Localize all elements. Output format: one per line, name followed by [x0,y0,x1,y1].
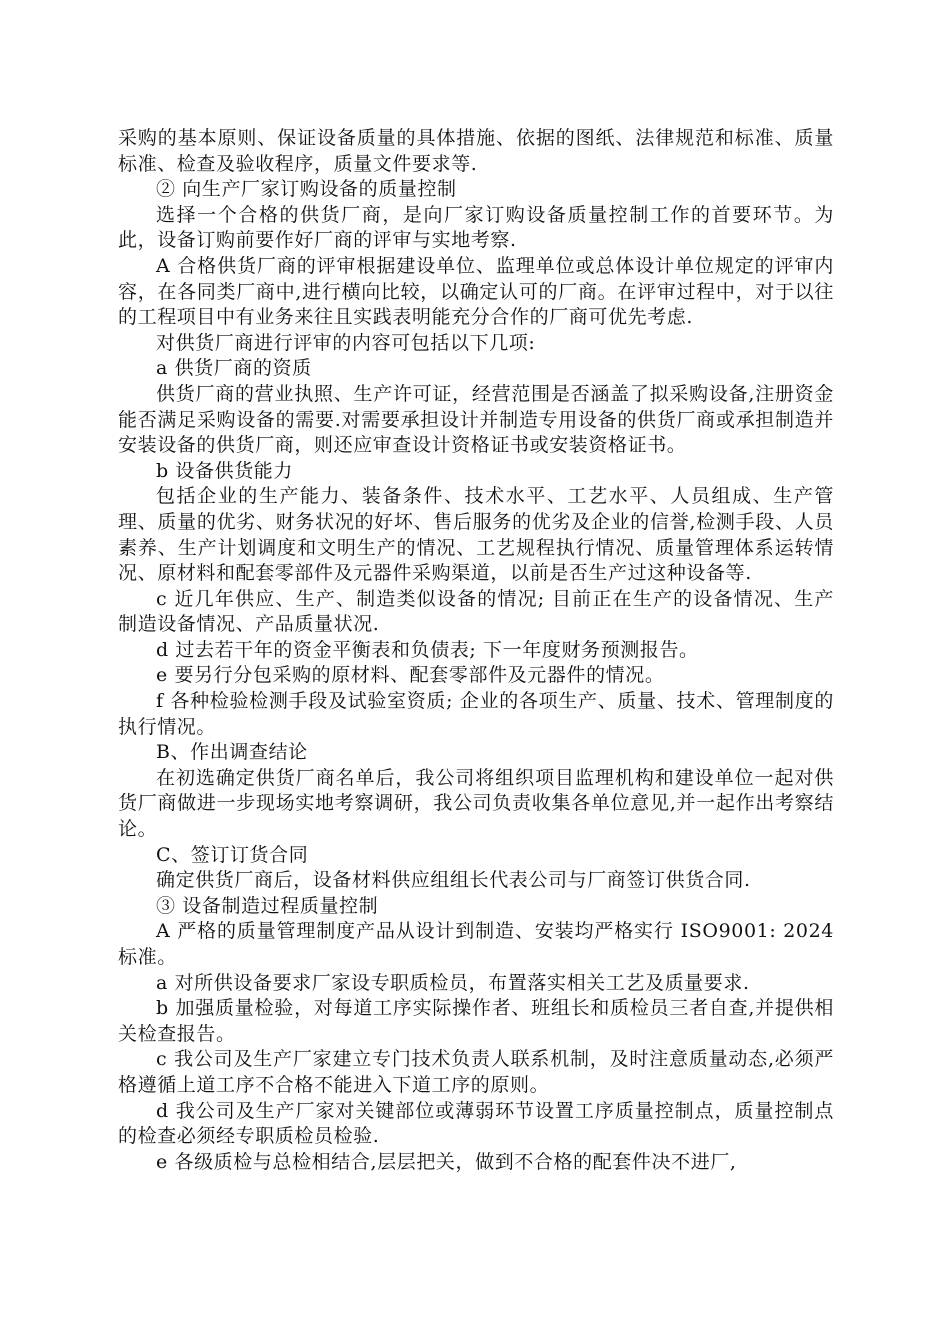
section-heading-2: ② 向生产厂家订购设备的质量控制 [156,178,457,201]
paragraph-5: 对供货厂商进行评审的内容可包括以下几项: [156,331,536,354]
item-heading-b: b 设备供货能力 [156,459,294,482]
paragraph-17: 确定供货厂商后，设备材料供应组组长代表公司与厂商签订供货合同. [156,869,751,892]
paragraph-1: 采购的基本原则、保证设备质量的具体措施、依据的图纸、法律规范和标准、质量标准、检查及验收程序，质量文件要求等. [118,127,834,175]
item-heading-a: a 供货厂商的资质 [156,357,312,380]
item-f: f 各种检验检测手段及试验室资质; 企业的各项生产、质量、技术、管理制度的执行情况。 [118,690,834,738]
paragraph-9: 包括企业的生产能力、装备条件、技术水平、工艺水平、人员组成、生产管理、质量的优劣、财务状况的好坏、售后服务的优劣及企业的信誉,检测手段、人员素养、生产计划调度和文明生产的情况、工艺规程执行情况、质量管理体系运转情况、原材料和配套零部件及元器件采购渠道，以前是否生产过这种设备等. [118,485,834,585]
sub-item-b: b 加强质量检验，对每道工序实际操作者、班组长和质检员三者自查,并提供相关检查报告。 [118,997,834,1045]
section-heading-3: ③ 设备制造过程质量控制 [156,894,379,917]
document-body [118,126,834,1175]
section-heading-c: C、签订订货合同 [156,843,309,866]
sub-item-a: a 对所供设备要求厂家设专职质检员，布置落实相关工艺及质量要求. [156,971,750,994]
paragraph-7: 供货厂商的营业执照、生产许可证，经营范围是否涵盖了拟采购设备,注册资金能否满足采购设备的需要.对需要承担设计并制造专用设备的供货厂商或承担制造并安装设备的供货厂商，则还应审查设计资格证书或安装资格证书。 [118,382,834,457]
paragraph-19: A 严格的质量管理制度产品从设计到制造、安装均严格实行 ISO9001: 2024 标准。 [118,920,834,968]
sub-item-d: d 我公司及生产厂家对关键部位或薄弱环节设置工序质量控制点，质量控制点的检查必须经专职质检员检验. [118,1099,834,1148]
sub-item-e: e 各级质检与总检相结合,层层把关，做到不合格的配套件决不进厂, [156,1150,737,1173]
paragraph-15: 在初选确定供货厂商名单后，我公司将组织项目监理机构和建设单位一起对供货厂商做进一步现场实地考察调研，我公司负责收集各单位意见,并一起作出考察结论。 [118,766,834,841]
item-d: d 过去若干年的资金平衡表和负债表; 下一年度财务预测报告。 [156,638,699,661]
section-heading-b: B、作出调查结论 [156,741,308,764]
paragraph-4: A 合格供货厂商的评审根据建设单位、监理单位或总体设计单位规定的评审内容，在各同类厂商中,进行横向比较，以确定认可的厂商。在评审过程中，对于以往的工程项目中有业务来往且实践表明能充分合作的厂商可优先考虑. [118,254,834,329]
paragraph-3: 选择一个合格的供货厂商，是向厂家订购设备质量控制工作的首要环节。为此，设备订购前要作好厂商的评审与实地考察. [118,203,834,252]
sub-item-c: c 我公司及生产厂家建立专门技术负责人联系机制，及时注意质量动态,必须严格遵循上道工序不合格不能进入下道工序的原则。 [118,1048,834,1096]
item-e: e 要另行分包采购的原材料、配套零部件及元器件的情况。 [156,664,665,687]
item-c: c 近几年供应、生产、制造类似设备的情况; 目前正在生产的设备情况、生产制造设备情况、产品质量状况. [118,587,834,636]
